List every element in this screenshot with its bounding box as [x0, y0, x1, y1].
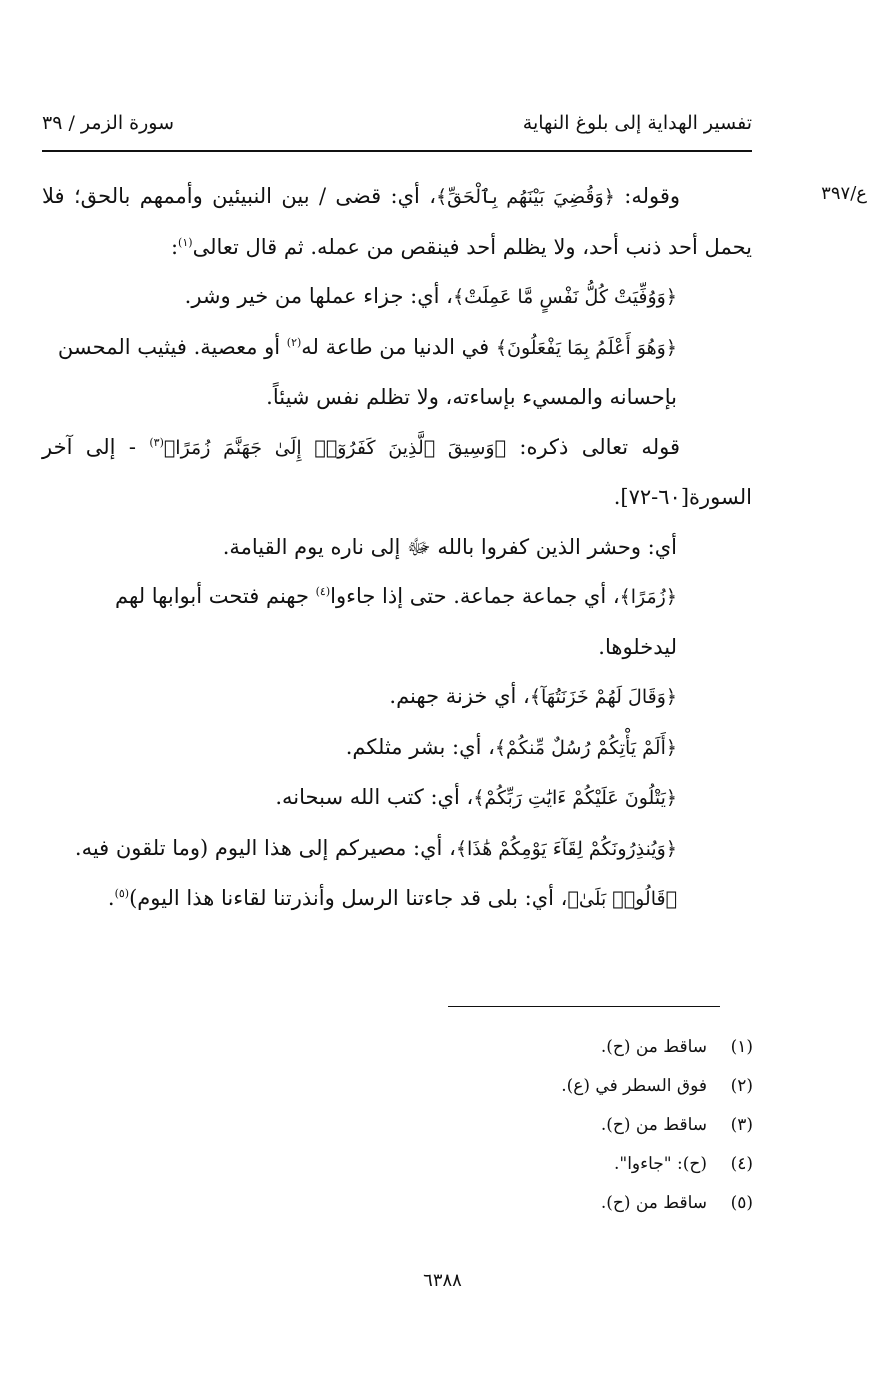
- paragraph: [42, 572, 752, 672]
- paragraph: [42, 773, 752, 824]
- quran-verse: ﴿وَقُضِيَ بَيْنَهُم بِٱلْحَقِّ﴾: [436, 186, 615, 208]
- commentary-text: .: [107, 886, 115, 910]
- footnote-item: [153, 1028, 753, 1067]
- footnote-number: (٢): [730, 1076, 753, 1096]
- footnote-text: ساقط من (ح).: [600, 1037, 707, 1057]
- commentary-text: جهنم فتحت أبوابها لهم ليدخلوها.: [115, 584, 677, 659]
- commentary-text: ، أي: بلى قد جاءتنا الرسل وأنذرتنا لقاءنا هذا اليوم): [129, 886, 568, 910]
- commentary-text: في الدنيا من طاعة له: [301, 334, 496, 359]
- footnotes-list: [153, 1028, 753, 1223]
- book-title: تفسير الهداية إلى بلوغ النهاية: [522, 112, 752, 134]
- commentary-text: أو معصية. فيثيب المحسن بإحسانه والمسيء بإساءته، ولا تظلم نفس شيئاً.: [57, 334, 677, 409]
- paragraph: [42, 523, 752, 573]
- quran-verse: ﴿أَلَمْ يَأْتِكُمْ رُسُلٌ مِّنكُمْ﴾: [494, 736, 677, 759]
- footnote-text: (ح): "جاءوا".: [613, 1154, 707, 1174]
- quran-verse: ﴿يَتْلُونَ عَلَيْكُمْ ءَايَٰتِ رَبِّكُمْ﴾: [473, 787, 677, 809]
- running-header: [42, 108, 752, 148]
- commentary-text: ، أي: جزاء عملها من خير وشر.: [184, 284, 453, 308]
- paragraph: [42, 423, 752, 523]
- footnote-marker: (٣): [149, 435, 164, 449]
- commentary-text: ، أي: قضى / بين النبيئين وأممهم بالحق؛ فلا يحمل أحد ذنب أحد، ولا يظلم أحد فينقص من عمله. ثم قال تعالى: [42, 184, 752, 259]
- footnote-text: ساقط من (ح).: [600, 1193, 707, 1213]
- footnote-text: ساقط من (ح).: [600, 1115, 707, 1135]
- commentary-text: - إلى آخر السورة[٦٠-٧٢].: [42, 434, 752, 509]
- footnote-item: [153, 1067, 753, 1106]
- footnote-marker: (٢): [286, 335, 302, 349]
- commentary-text: قوله تعالى ذكره:: [506, 434, 680, 459]
- footnote-number: (٤): [730, 1154, 753, 1174]
- quran-verse: ﴿زُمَرًا﴾: [619, 586, 677, 608]
- commentary-text: :: [170, 234, 179, 259]
- commentary-text: وقوله:: [614, 184, 680, 208]
- paragraph: [42, 723, 752, 774]
- paragraph: [42, 874, 752, 925]
- header-divider: [42, 150, 752, 152]
- quran-verse: ﴿وَهُوَ أَعْلَمُ بِمَا يَفْعَلُونَ﴾: [495, 336, 677, 359]
- footnote-marker: (٤): [315, 585, 331, 598]
- footnote-number: (٥): [730, 1193, 753, 1213]
- quran-verse: ﴿وَقَالَ لَهُمْ خَزَنَتُهَآ﴾: [529, 686, 677, 708]
- commentary-text: ، أي: مصيركم إلى هذا اليوم (وما تلقون فيه.: [74, 835, 456, 860]
- page-number: ٦٣٨٨: [423, 1270, 462, 1291]
- commentary-text: ، أي جماعة جماعة. حتى إذا جاءوا: [330, 584, 620, 608]
- quran-verse: ﴿وَوُفِّيَتْ كُلُّ نَفْسٍ مَّا عَمِلَتْ﴾: [452, 286, 677, 308]
- paragraph: [42, 323, 752, 423]
- footnote-item: [153, 1106, 753, 1145]
- quran-verse: ﴿وَسِيقَ ٱلَّذِينَ كَفَرُوٓا۟ إِلَىٰ جَهَنَّمَ زُمَرًا﴾: [163, 436, 507, 459]
- commentary-text: ، أي خزنة جهنم.: [389, 684, 530, 708]
- footnote-marker: (٥): [114, 887, 130, 900]
- paragraph: [42, 272, 752, 323]
- quran-verse: ﴿قَالُوا۟ بَلَىٰ﴾: [567, 888, 677, 910]
- paragraph: [42, 172, 752, 272]
- footnote-text: فوق السطر في (ع).: [561, 1076, 707, 1096]
- paragraph: [42, 672, 752, 723]
- footnote-number: (١): [730, 1037, 753, 1057]
- manuscript-folio-note: ع/٣٩٧: [821, 183, 867, 204]
- footnote-marker: (١): [178, 235, 193, 249]
- paragraph: [42, 824, 752, 875]
- surah-label: سورة الزمر / ٣٩: [42, 112, 175, 134]
- body-text: [42, 172, 752, 925]
- quran-verse: ﴿وَيُنذِرُونَكُمْ لِقَآءَ يَوْمِكُمْ هَٰذَا﴾: [455, 837, 677, 860]
- footnote-number: (٣): [730, 1115, 753, 1135]
- footnote-item: [153, 1184, 753, 1223]
- footnote-item: [153, 1145, 753, 1184]
- commentary-text: أي: وحشر الذين كفروا بالله ﷻ إلى ناره يوم القيامة.: [222, 534, 677, 559]
- commentary-text: ، أي: بشر مثلكم.: [345, 734, 495, 759]
- footnote-divider: [448, 1006, 720, 1007]
- commentary-text: ، أي: كتب الله سبحانه.: [275, 785, 474, 809]
